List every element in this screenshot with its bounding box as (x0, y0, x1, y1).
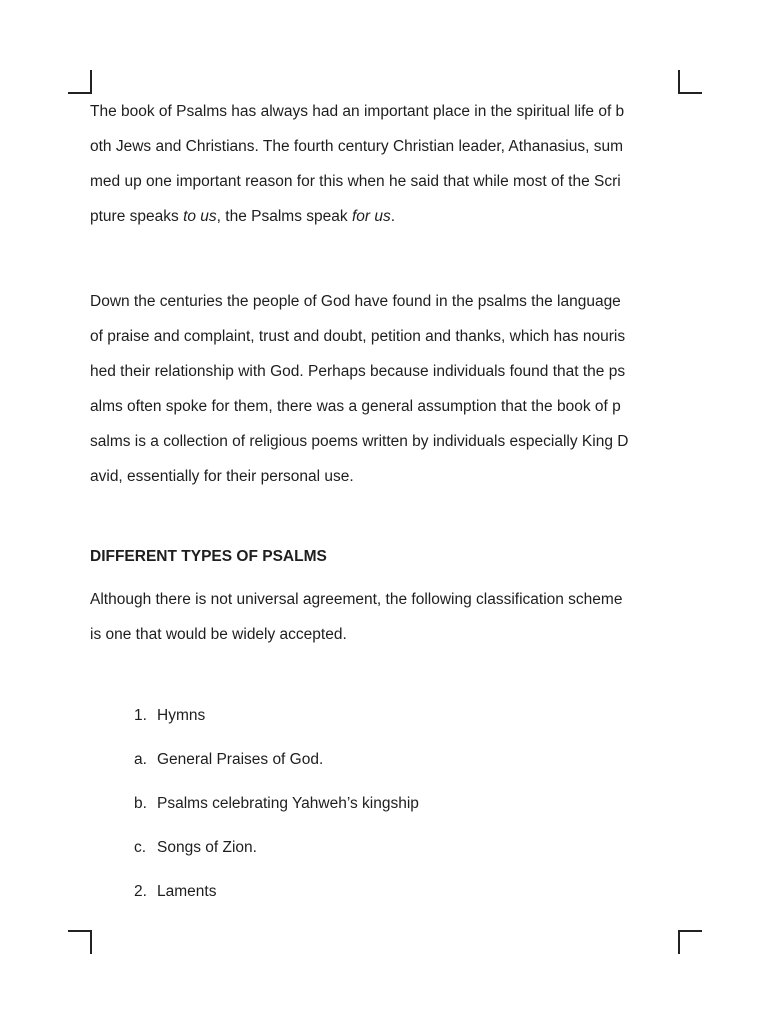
paragraph-line: oth Jews and Christians. The fourth century Christian leader, Athanasius, sum (90, 138, 624, 155)
list-item-text: Laments (157, 883, 217, 900)
emphasis-text: to us (183, 208, 217, 225)
list-item-text: Psalms celebrating Yahweh’s kingship (157, 795, 419, 812)
paragraph-line: salms is a collection of religious poems written by individuals especially King D (90, 433, 629, 450)
psalm-types-list (134, 706, 419, 926)
text-run: , the Psalms speak (216, 208, 352, 225)
list-marker: a. (134, 751, 147, 768)
list-item-text: Songs of Zion. (157, 839, 257, 856)
list-marker: 1. (134, 707, 147, 724)
list-item (134, 706, 419, 750)
paragraph-line: of praise and complaint, trust and doubt, petition and thanks, which has nouris (90, 328, 626, 345)
paragraph-line: avid, essentially for their personal use. (90, 468, 354, 485)
list-marker: b. (134, 795, 147, 812)
list-item (134, 750, 419, 794)
crop-mark-bottom-right (678, 930, 702, 954)
paragraph-line: is one that would be widely accepted. (90, 626, 347, 643)
list-item (134, 838, 419, 882)
list-item (134, 882, 419, 926)
paragraph-line: alms often spoke for them, there was a general assumption that the book of p (90, 398, 621, 415)
list-item-text: General Praises of God. (157, 751, 324, 768)
list-marker: 2. (134, 883, 147, 900)
paragraph-line: hed their relationship with God. Perhaps because individuals found that the ps (90, 363, 626, 380)
crop-mark-top-left (68, 70, 92, 94)
section-heading: DIFFERENT TYPES OF PSALMS (90, 548, 327, 565)
crop-mark-top-right (678, 70, 702, 94)
paragraph-centuries (90, 284, 628, 494)
crop-mark-bottom-left (68, 930, 92, 954)
list-item (134, 794, 419, 838)
paragraph-intro (90, 94, 624, 234)
text-run: pture speaks (90, 208, 184, 225)
paragraph-line (90, 199, 624, 234)
emphasis-text: for us (351, 208, 391, 225)
text-run: . (390, 208, 396, 225)
paragraph-line: The book of Psalms has always had an important place in the spiritual life of b (90, 103, 625, 120)
paragraph-line: Down the centuries the people of God have found in the psalms the language (90, 293, 621, 310)
paragraph-line: med up one important reason for this when he said that while most of the Scri (90, 173, 621, 190)
paragraph-classification (90, 582, 622, 652)
list-marker: c. (134, 839, 147, 856)
list-item-text: Hymns (157, 707, 206, 724)
paragraph-line: Although there is not universal agreement, the following classification scheme (90, 591, 623, 608)
